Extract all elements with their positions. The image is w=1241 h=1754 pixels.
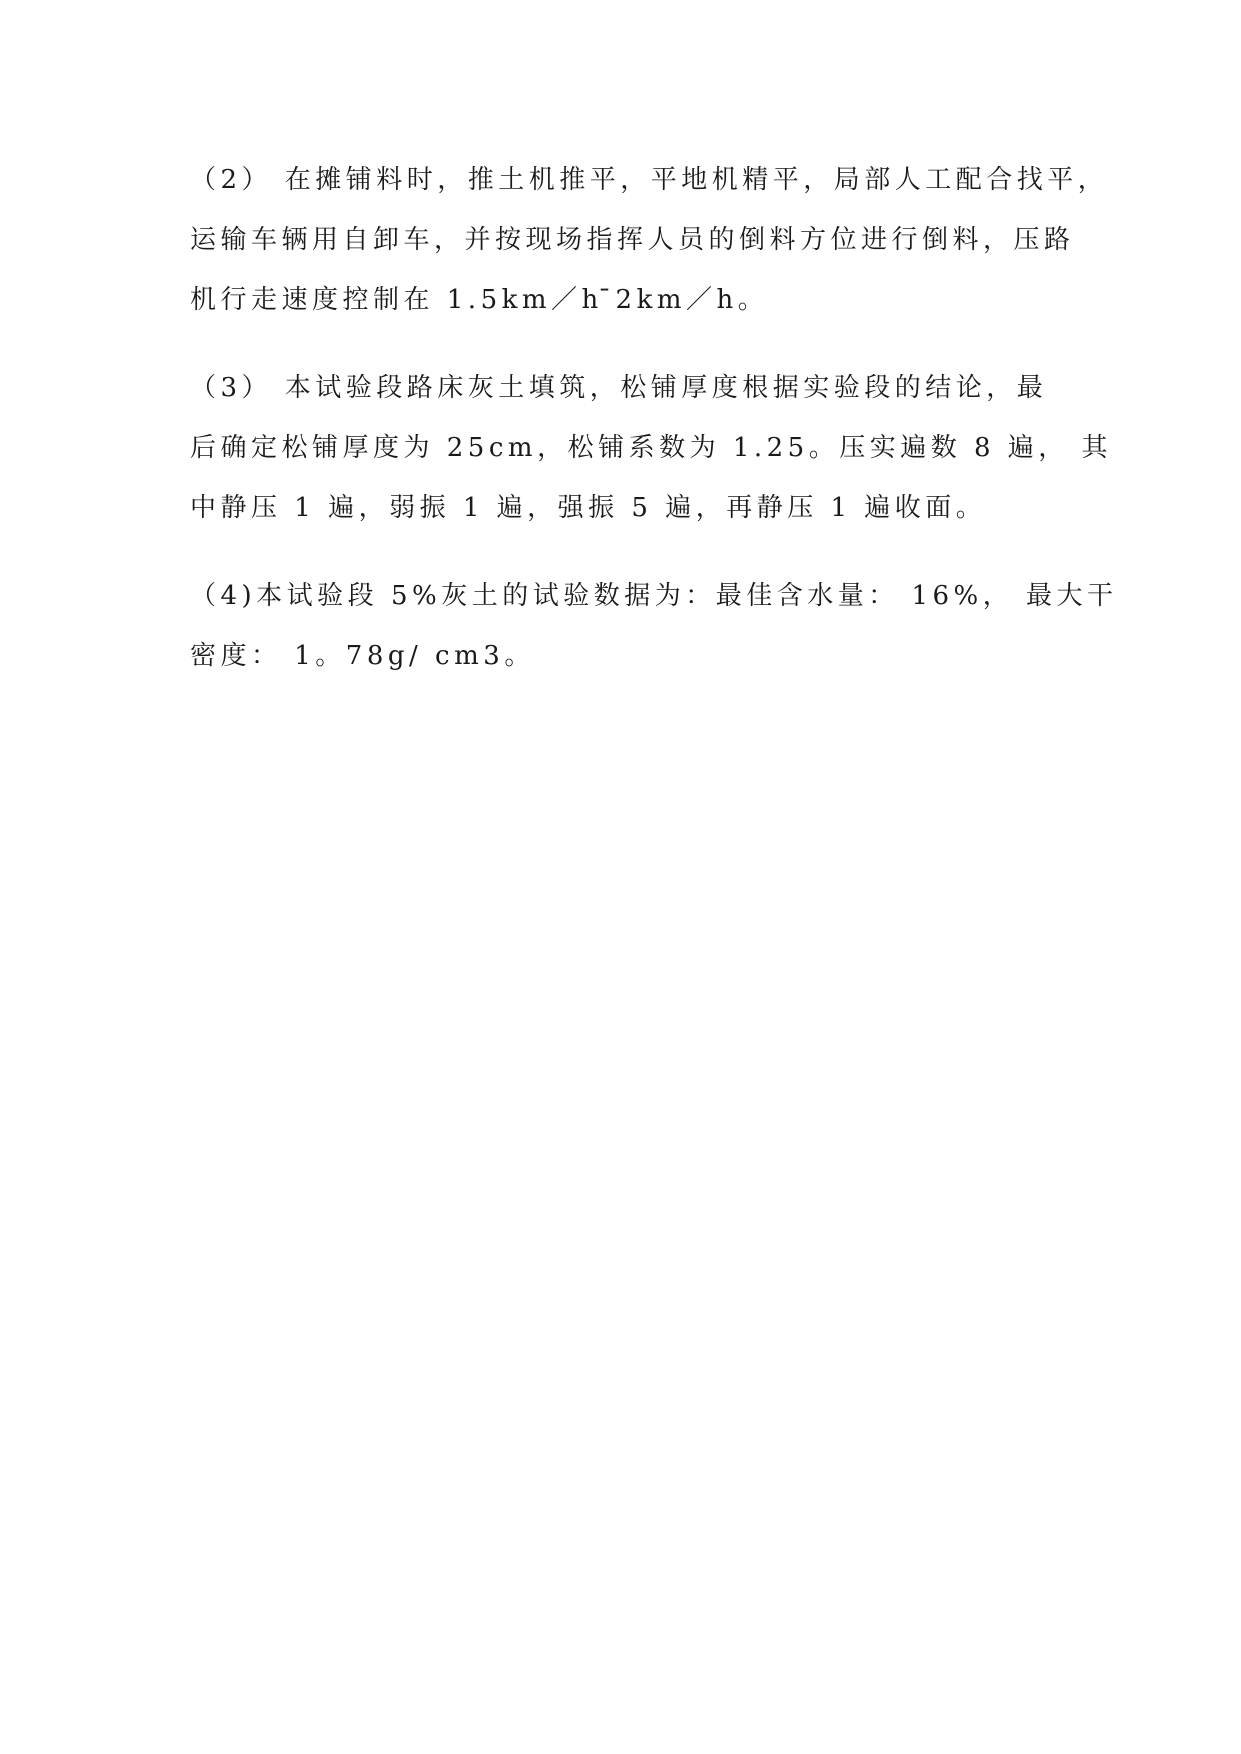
paragraph-line: 后确定松铺厚度为 25cm，松铺系数为 1.25。压实遍数 8 遍， 其: [190, 433, 1113, 463]
document-body: [190, 150, 1118, 686]
paragraph-spacer: [190, 330, 1060, 358]
paragraph-line: 机行走速度控制在 1.5km／h ̄2km／h。: [190, 285, 769, 315]
paragraph-line: 运输车辆用自卸车，并按现场指挥人员的倒料方位进行倒料，压路: [190, 225, 1075, 255]
paragraph-3: [190, 358, 1113, 538]
paragraph-line: （4)本试验段 5%灰土的试验数据为：最佳含水量： 16%， 最大干: [190, 581, 1118, 611]
paragraph-line: 密度： 1。78g/ cm3。: [190, 641, 535, 671]
paragraph-4: [190, 566, 1118, 686]
paragraph-line: 中静压 1 遍，弱振 1 遍，强振 5 遍，再静压 1 遍收面。: [190, 493, 987, 523]
paragraph-line: （3） 本试验段路床灰土填筑，松铺厚度根据实验段的结论，最: [190, 373, 1048, 403]
paragraph-2: [190, 150, 1109, 330]
paragraph-line: （2） 在摊铺料时，推土机推平，平地机精平，局部人工配合找平，: [190, 165, 1109, 195]
paragraph-spacer: [190, 538, 1060, 566]
